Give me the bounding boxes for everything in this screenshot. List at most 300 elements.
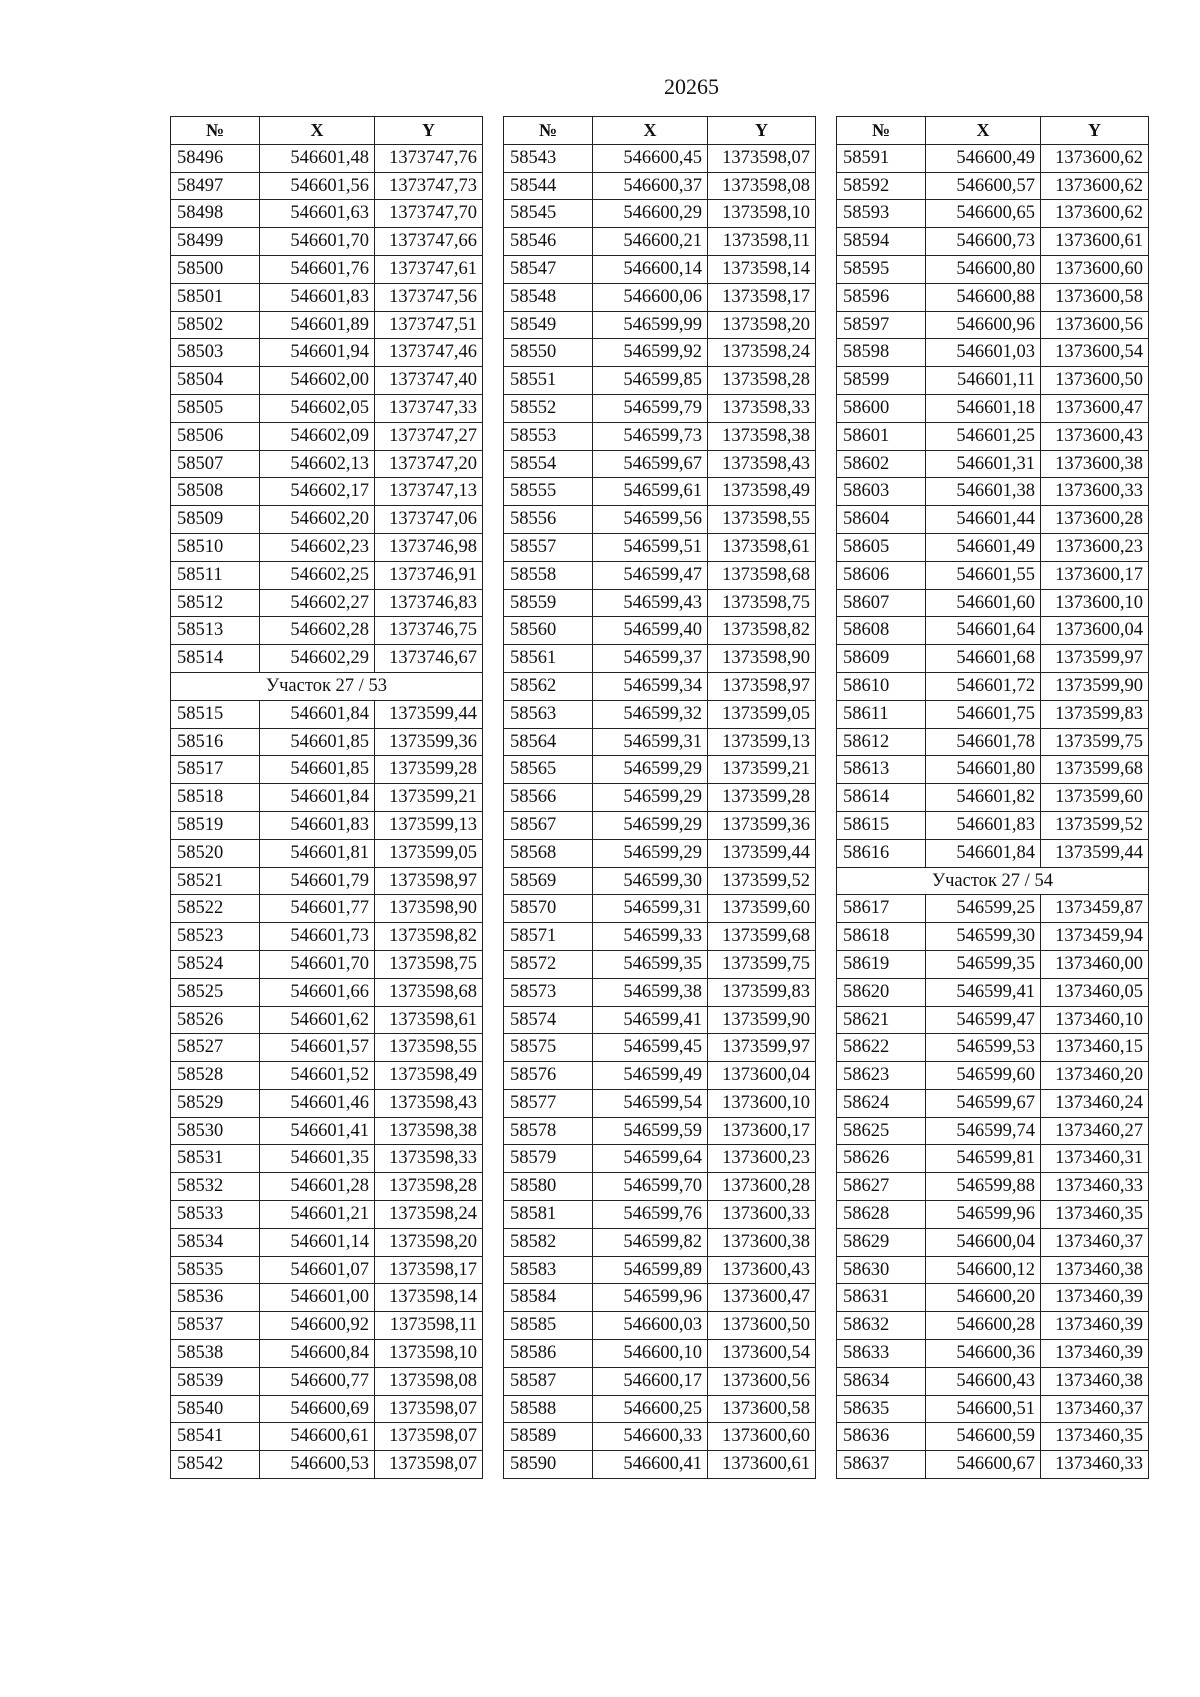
y-coordinate: 1373600,28 <box>1041 506 1149 534</box>
point-number: 58595 <box>837 255 926 283</box>
y-coordinate: 1373598,49 <box>708 478 816 506</box>
y-coordinate: 1373600,17 <box>708 1117 816 1145</box>
point-number: 58515 <box>171 700 260 728</box>
point-number: 58592 <box>837 172 926 200</box>
x-coordinate: 546599,81 <box>926 1145 1041 1173</box>
table-header-row <box>171 117 483 145</box>
table-row <box>837 839 1149 867</box>
table-row <box>837 1173 1149 1201</box>
point-number: 58574 <box>504 1006 593 1034</box>
x-coordinate: 546601,84 <box>926 839 1041 867</box>
table-row <box>171 1006 483 1034</box>
table-row <box>837 645 1149 673</box>
table-row <box>504 839 816 867</box>
point-number: 58585 <box>504 1312 593 1340</box>
x-coordinate: 546602,28 <box>260 617 375 645</box>
coordinates-table-1 <box>170 116 483 1479</box>
point-number: 58514 <box>171 645 260 673</box>
point-number: 58586 <box>504 1340 593 1368</box>
table-row <box>837 1451 1149 1479</box>
y-coordinate: 1373599,21 <box>708 756 816 784</box>
y-coordinate: 1373460,37 <box>1041 1228 1149 1256</box>
table-row <box>171 422 483 450</box>
point-number: 58575 <box>504 1034 593 1062</box>
table-row <box>171 283 483 311</box>
section-title: Участок 27 / 54 <box>837 867 1149 895</box>
table-row <box>837 450 1149 478</box>
point-number: 58563 <box>504 700 593 728</box>
x-coordinate: 546599,54 <box>593 1089 708 1117</box>
point-number: 58537 <box>171 1312 260 1340</box>
point-number: 58540 <box>171 1395 260 1423</box>
point-number: 58500 <box>171 255 260 283</box>
x-coordinate: 546599,92 <box>593 339 708 367</box>
y-coordinate: 1373746,75 <box>375 617 483 645</box>
y-coordinate: 1373600,33 <box>1041 478 1149 506</box>
x-coordinate: 546601,00 <box>260 1284 375 1312</box>
table-row <box>171 533 483 561</box>
y-coordinate: 1373460,10 <box>1041 1006 1149 1034</box>
y-coordinate: 1373747,56 <box>375 283 483 311</box>
y-coordinate: 1373460,37 <box>1041 1395 1149 1423</box>
x-coordinate: 546601,83 <box>926 811 1041 839</box>
x-coordinate: 546599,96 <box>593 1284 708 1312</box>
table-row <box>504 728 816 756</box>
y-coordinate: 1373598,10 <box>708 200 816 228</box>
point-number: 58607 <box>837 589 926 617</box>
table-row <box>504 283 816 311</box>
table-row <box>837 1062 1149 1090</box>
y-coordinate: 1373747,70 <box>375 200 483 228</box>
x-coordinate: 546599,67 <box>926 1089 1041 1117</box>
y-coordinate: 1373598,07 <box>375 1395 483 1423</box>
y-coordinate: 1373599,83 <box>708 978 816 1006</box>
y-coordinate: 1373598,75 <box>708 589 816 617</box>
point-number: 58627 <box>837 1173 926 1201</box>
table-row <box>837 561 1149 589</box>
point-number: 58539 <box>171 1367 260 1395</box>
table-row <box>837 1367 1149 1395</box>
x-coordinate: 546599,49 <box>593 1062 708 1090</box>
point-number: 58597 <box>837 311 926 339</box>
x-coordinate: 546599,29 <box>593 839 708 867</box>
table-row <box>504 1201 816 1229</box>
x-coordinate: 546601,85 <box>260 756 375 784</box>
x-coordinate: 546601,56 <box>260 172 375 200</box>
point-number: 58523 <box>171 923 260 951</box>
y-coordinate: 1373600,58 <box>1041 283 1149 311</box>
y-coordinate: 1373600,23 <box>1041 533 1149 561</box>
table-row <box>504 450 816 478</box>
point-number: 58554 <box>504 450 593 478</box>
y-coordinate: 1373600,58 <box>708 1395 816 1423</box>
point-number: 58611 <box>837 700 926 728</box>
y-coordinate: 1373746,67 <box>375 645 483 673</box>
table-row <box>504 311 816 339</box>
table-row <box>837 1201 1149 1229</box>
x-coordinate: 546599,30 <box>593 867 708 895</box>
table-row <box>837 144 1149 172</box>
x-coordinate: 546599,56 <box>593 506 708 534</box>
x-coordinate: 546601,72 <box>926 672 1041 700</box>
x-coordinate: 546600,45 <box>593 144 708 172</box>
x-coordinate: 546601,85 <box>260 728 375 756</box>
x-coordinate: 546599,82 <box>593 1228 708 1256</box>
x-coordinate: 546600,36 <box>926 1340 1041 1368</box>
table-row <box>837 311 1149 339</box>
y-coordinate: 1373598,75 <box>375 950 483 978</box>
y-coordinate: 1373598,08 <box>375 1367 483 1395</box>
table-row <box>837 533 1149 561</box>
y-coordinate: 1373600,33 <box>708 1201 816 1229</box>
y-coordinate: 1373600,60 <box>1041 255 1149 283</box>
y-coordinate: 1373460,31 <box>1041 1145 1149 1173</box>
table-row <box>171 367 483 395</box>
x-coordinate: 546601,21 <box>260 1201 375 1229</box>
x-coordinate: 546601,83 <box>260 283 375 311</box>
point-number: 58556 <box>504 506 593 534</box>
x-coordinate: 546601,28 <box>260 1173 375 1201</box>
point-number: 58512 <box>171 589 260 617</box>
y-coordinate: 1373746,83 <box>375 589 483 617</box>
table-row <box>171 1340 483 1368</box>
y-coordinate: 1373747,06 <box>375 506 483 534</box>
x-coordinate: 546601,68 <box>926 645 1041 673</box>
table-row <box>837 172 1149 200</box>
point-number: 58538 <box>171 1340 260 1368</box>
y-coordinate: 1373598,33 <box>375 1145 483 1173</box>
point-number: 58636 <box>837 1423 926 1451</box>
table-row <box>837 923 1149 951</box>
y-coordinate: 1373599,36 <box>375 728 483 756</box>
x-coordinate: 546600,69 <box>260 1395 375 1423</box>
y-coordinate: 1373599,13 <box>375 811 483 839</box>
point-number: 58577 <box>504 1089 593 1117</box>
point-number: 58533 <box>171 1201 260 1229</box>
y-coordinate: 1373598,97 <box>375 867 483 895</box>
table-row <box>171 1312 483 1340</box>
table-row <box>504 1145 816 1173</box>
table-row <box>504 394 816 422</box>
x-coordinate: 546599,33 <box>593 923 708 951</box>
table-row <box>837 1228 1149 1256</box>
x-coordinate: 546599,64 <box>593 1145 708 1173</box>
x-coordinate: 546600,59 <box>926 1423 1041 1451</box>
table-row <box>504 895 816 923</box>
point-number: 58524 <box>171 950 260 978</box>
point-number: 58590 <box>504 1451 593 1479</box>
table-row <box>837 367 1149 395</box>
y-coordinate: 1373460,38 <box>1041 1367 1149 1395</box>
x-coordinate: 546600,61 <box>260 1423 375 1451</box>
point-number: 58542 <box>171 1451 260 1479</box>
header-y: Y <box>708 117 816 145</box>
table-row <box>837 617 1149 645</box>
table-row <box>837 422 1149 450</box>
x-coordinate: 546601,49 <box>926 533 1041 561</box>
y-coordinate: 1373747,46 <box>375 339 483 367</box>
table-row <box>837 1117 1149 1145</box>
y-coordinate: 1373598,07 <box>375 1451 483 1479</box>
x-coordinate: 546599,29 <box>593 811 708 839</box>
table-row <box>837 1312 1149 1340</box>
point-number: 58548 <box>504 283 593 311</box>
table-row <box>504 561 816 589</box>
y-coordinate: 1373747,73 <box>375 172 483 200</box>
table-row <box>504 1340 816 1368</box>
table-row <box>837 728 1149 756</box>
y-coordinate: 1373747,33 <box>375 394 483 422</box>
point-number: 58573 <box>504 978 593 1006</box>
y-coordinate: 1373599,05 <box>375 839 483 867</box>
table-row <box>171 1284 483 1312</box>
y-coordinate: 1373600,23 <box>708 1145 816 1173</box>
x-coordinate: 546602,25 <box>260 561 375 589</box>
point-number: 58506 <box>171 422 260 450</box>
x-coordinate: 546600,29 <box>593 200 708 228</box>
point-number: 58536 <box>171 1284 260 1312</box>
x-coordinate: 546601,41 <box>260 1117 375 1145</box>
y-coordinate: 1373599,97 <box>1041 645 1149 673</box>
x-coordinate: 546599,59 <box>593 1117 708 1145</box>
table-row <box>171 1089 483 1117</box>
table-row <box>837 672 1149 700</box>
x-coordinate: 546599,29 <box>593 756 708 784</box>
table-row <box>504 811 816 839</box>
table-row <box>504 533 816 561</box>
point-number: 58503 <box>171 339 260 367</box>
y-coordinate: 1373599,44 <box>375 700 483 728</box>
y-coordinate: 1373598,61 <box>375 1006 483 1034</box>
y-coordinate: 1373599,36 <box>708 811 816 839</box>
y-coordinate: 1373600,04 <box>708 1062 816 1090</box>
table-row <box>171 617 483 645</box>
table-row <box>171 1117 483 1145</box>
x-coordinate: 546601,78 <box>926 728 1041 756</box>
table-row <box>837 811 1149 839</box>
section-row <box>171 672 483 700</box>
x-coordinate: 546600,43 <box>926 1367 1041 1395</box>
y-coordinate: 1373599,52 <box>1041 811 1149 839</box>
y-coordinate: 1373460,15 <box>1041 1034 1149 1062</box>
point-number: 58544 <box>504 172 593 200</box>
x-coordinate: 546601,63 <box>260 200 375 228</box>
point-number: 58631 <box>837 1284 926 1312</box>
table-row <box>837 895 1149 923</box>
section-title: Участок 27 / 53 <box>171 672 483 700</box>
point-number: 58526 <box>171 1006 260 1034</box>
y-coordinate: 1373598,24 <box>708 339 816 367</box>
x-coordinate: 546600,49 <box>926 144 1041 172</box>
y-coordinate: 1373600,10 <box>708 1089 816 1117</box>
x-coordinate: 546600,21 <box>593 228 708 256</box>
y-coordinate: 1373598,55 <box>375 1034 483 1062</box>
y-coordinate: 1373460,05 <box>1041 978 1149 1006</box>
table-row <box>171 144 483 172</box>
x-coordinate: 546599,29 <box>593 784 708 812</box>
x-coordinate: 546601,70 <box>260 950 375 978</box>
y-coordinate: 1373746,91 <box>375 561 483 589</box>
y-coordinate: 1373598,20 <box>708 311 816 339</box>
table-row <box>171 228 483 256</box>
table-row <box>837 1423 1149 1451</box>
point-number: 58620 <box>837 978 926 1006</box>
y-coordinate: 1373599,97 <box>708 1034 816 1062</box>
x-coordinate: 546601,25 <box>926 422 1041 450</box>
point-number: 58562 <box>504 672 593 700</box>
table-row <box>504 589 816 617</box>
y-coordinate: 1373600,38 <box>708 1228 816 1256</box>
table-row <box>504 672 816 700</box>
table-row <box>171 950 483 978</box>
point-number: 58600 <box>837 394 926 422</box>
point-number: 58513 <box>171 617 260 645</box>
point-number: 58621 <box>837 1006 926 1034</box>
y-coordinate: 1373599,75 <box>1041 728 1149 756</box>
y-coordinate: 1373600,17 <box>1041 561 1149 589</box>
table-row <box>171 811 483 839</box>
table-row <box>171 589 483 617</box>
point-number: 58567 <box>504 811 593 839</box>
y-coordinate: 1373600,38 <box>1041 450 1149 478</box>
table-row <box>171 700 483 728</box>
x-coordinate: 546600,88 <box>926 283 1041 311</box>
point-number: 58599 <box>837 367 926 395</box>
table-row <box>837 1340 1149 1368</box>
table-row <box>504 339 816 367</box>
x-coordinate: 546601,14 <box>260 1228 375 1256</box>
y-coordinate: 1373600,62 <box>1041 200 1149 228</box>
point-number: 58555 <box>504 478 593 506</box>
table-row <box>171 978 483 1006</box>
x-coordinate: 546602,27 <box>260 589 375 617</box>
point-number: 58589 <box>504 1423 593 1451</box>
table-row <box>504 867 816 895</box>
x-coordinate: 546600,04 <box>926 1228 1041 1256</box>
table-row <box>171 339 483 367</box>
point-number: 58584 <box>504 1284 593 1312</box>
y-coordinate: 1373460,33 <box>1041 1173 1149 1201</box>
x-coordinate: 546601,75 <box>926 700 1041 728</box>
x-coordinate: 546601,70 <box>260 228 375 256</box>
table-row <box>837 1284 1149 1312</box>
point-number: 58516 <box>171 728 260 756</box>
point-number: 58532 <box>171 1173 260 1201</box>
y-coordinate: 1373600,28 <box>708 1173 816 1201</box>
x-coordinate: 546600,10 <box>593 1340 708 1368</box>
point-number: 58546 <box>504 228 593 256</box>
y-coordinate: 1373460,38 <box>1041 1256 1149 1284</box>
x-coordinate: 546600,14 <box>593 255 708 283</box>
point-number: 58528 <box>171 1062 260 1090</box>
table-row <box>504 645 816 673</box>
table-row <box>504 228 816 256</box>
x-coordinate: 546599,38 <box>593 978 708 1006</box>
x-coordinate: 546602,09 <box>260 422 375 450</box>
point-number: 58583 <box>504 1256 593 1284</box>
x-coordinate: 546599,37 <box>593 645 708 673</box>
point-number: 58629 <box>837 1228 926 1256</box>
x-coordinate: 546600,67 <box>926 1451 1041 1479</box>
point-number: 58501 <box>171 283 260 311</box>
x-coordinate: 546601,79 <box>260 867 375 895</box>
point-number: 58553 <box>504 422 593 450</box>
y-coordinate: 1373598,68 <box>375 978 483 1006</box>
table-row <box>171 645 483 673</box>
y-coordinate: 1373747,76 <box>375 144 483 172</box>
x-coordinate: 546599,89 <box>593 1256 708 1284</box>
table-row <box>837 1256 1149 1284</box>
y-coordinate: 1373598,90 <box>375 895 483 923</box>
point-number: 58550 <box>504 339 593 367</box>
table-row <box>837 756 1149 784</box>
table-row <box>837 1034 1149 1062</box>
x-coordinate: 546599,79 <box>593 394 708 422</box>
table-row <box>171 200 483 228</box>
point-number: 58630 <box>837 1256 926 1284</box>
point-number: 58623 <box>837 1062 926 1090</box>
table-row <box>171 311 483 339</box>
point-number: 58635 <box>837 1395 926 1423</box>
point-number: 58535 <box>171 1256 260 1284</box>
table-row <box>504 1423 816 1451</box>
table-row <box>171 1173 483 1201</box>
y-coordinate: 1373460,00 <box>1041 950 1149 978</box>
x-coordinate: 546600,77 <box>260 1367 375 1395</box>
y-coordinate: 1373599,83 <box>1041 700 1149 728</box>
point-number: 58634 <box>837 1367 926 1395</box>
x-coordinate: 546600,53 <box>260 1451 375 1479</box>
x-coordinate: 546601,18 <box>926 394 1041 422</box>
point-number: 58505 <box>171 394 260 422</box>
point-number: 58517 <box>171 756 260 784</box>
y-coordinate: 1373460,39 <box>1041 1284 1149 1312</box>
point-number: 58552 <box>504 394 593 422</box>
table-row <box>171 784 483 812</box>
table-header-row <box>837 117 1149 145</box>
table-row <box>504 1395 816 1423</box>
y-coordinate: 1373599,68 <box>1041 756 1149 784</box>
point-number: 58602 <box>837 450 926 478</box>
table-row <box>171 394 483 422</box>
coordinates-table-2 <box>503 116 816 1479</box>
point-number: 58601 <box>837 422 926 450</box>
x-coordinate: 546601,66 <box>260 978 375 1006</box>
table-row <box>837 339 1149 367</box>
x-coordinate: 546600,25 <box>593 1395 708 1423</box>
table-row <box>837 478 1149 506</box>
table-row <box>171 895 483 923</box>
y-coordinate: 1373598,49 <box>375 1062 483 1090</box>
point-number: 58605 <box>837 533 926 561</box>
y-coordinate: 1373599,90 <box>1041 672 1149 700</box>
x-coordinate: 546600,37 <box>593 172 708 200</box>
point-number: 58570 <box>504 895 593 923</box>
y-coordinate: 1373598,10 <box>375 1340 483 1368</box>
table-row <box>171 1228 483 1256</box>
table-row <box>504 784 816 812</box>
y-coordinate: 1373746,98 <box>375 533 483 561</box>
point-number: 58559 <box>504 589 593 617</box>
table-row <box>504 1062 816 1090</box>
point-number: 58508 <box>171 478 260 506</box>
table-row <box>837 283 1149 311</box>
table-row <box>171 839 483 867</box>
y-coordinate: 1373599,05 <box>708 700 816 728</box>
x-coordinate: 546601,82 <box>926 784 1041 812</box>
point-number: 58633 <box>837 1340 926 1368</box>
x-coordinate: 546601,46 <box>260 1089 375 1117</box>
